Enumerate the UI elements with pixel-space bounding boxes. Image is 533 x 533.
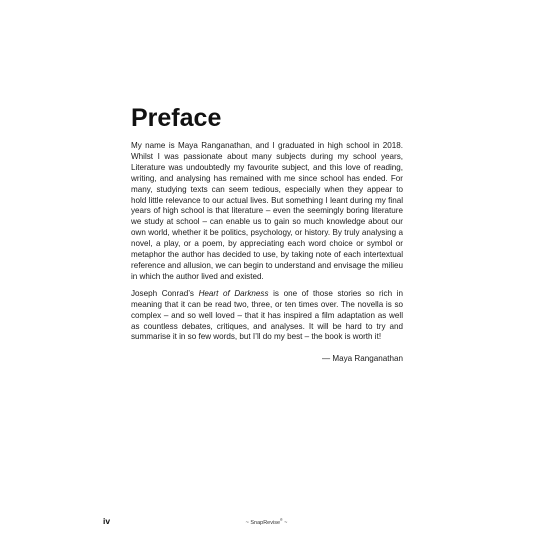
paragraph-book-rest: is one of those stories so rich in meaning that it can be read two, three, or ten times over. The novella is so complex – and so well loved – that it has inspired a film adaptation as well as countless debates, critiques, and analyses. It will be hard to try and summarise it in so few words, but I’ll do my best – the book is worth it!: [131, 288, 403, 342]
page-title: Preface: [131, 104, 222, 132]
book-title: Heart of Darkness: [198, 288, 269, 298]
author-signature: — Maya Ranganathan: [322, 354, 403, 364]
paragraph-intro: My name is Maya Ranganathan, and I graduated in high school in 2018. Whilst I was passionate about many subjects during my school years, Literature was undoubtedly my favourite subject, and this love of reading, writing, and analysing has remained with me since school has ended. For many, studying texts can seem tedious, especially when they appear to hold little relevance to our actual lives. But something I leant during my final years of high school is that literature – even the seemingly boring literature we study at school – can enable us to gain so much knowledge about our own world, whether it be politics, psychology, or history. By truly analysing a novel, a play, or a poem, by appreciating each word choice or symbol or metaphor the author has decided to use, by taking note of each intertextual reference and allusion, we can begin to understand and envisage the milieu in which the author lived and existed.: [131, 141, 403, 281]
page-number: iv: [103, 516, 111, 526]
preface-body: [131, 141, 403, 365]
registered-mark: ®: [280, 518, 283, 522]
paragraph-book: [131, 289, 403, 344]
footer-brand: [0, 518, 533, 526]
footer-brand-tail: ~: [282, 519, 288, 526]
footer-brand-name: ~ SnapRevise: [245, 519, 281, 526]
paragraph-book-lead: Joseph Conrad’s: [131, 288, 199, 298]
